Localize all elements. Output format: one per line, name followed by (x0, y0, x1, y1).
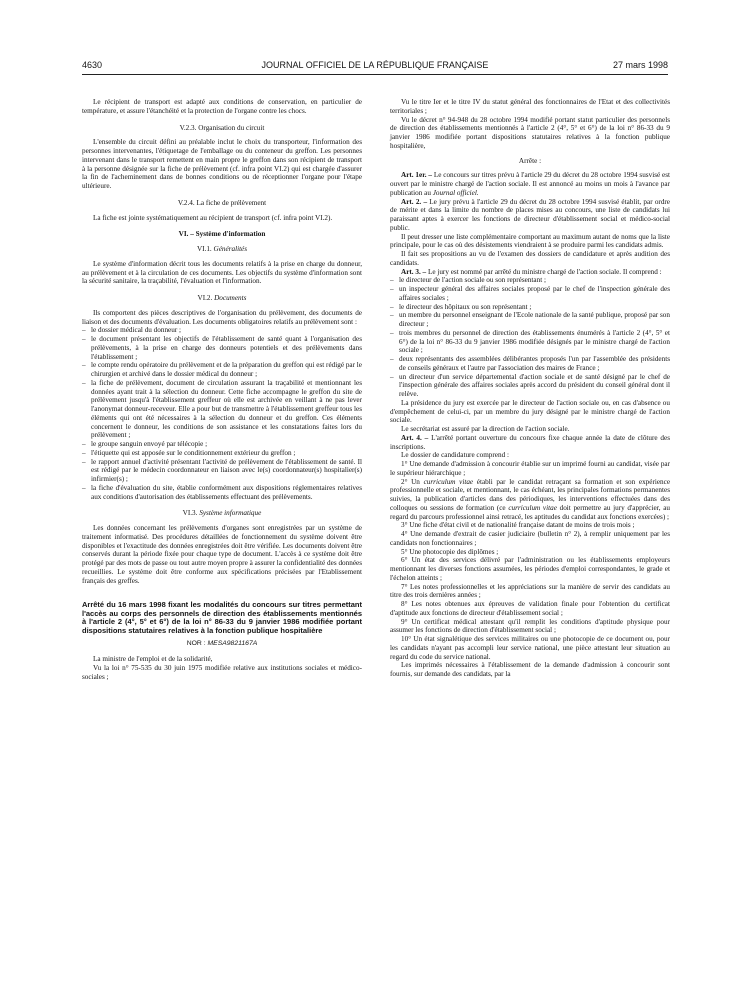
page-header (82, 60, 668, 73)
paragraph: Vu la loi n° 75-535 du 30 juin 1975 modifiée relative aux institutions sociales et médico-sociales ; (82, 664, 362, 681)
list-item: – le directeur de l'action sociale ou son représentant ; (390, 276, 670, 285)
paragraph: Vu le titre Ier et le titre IV du statut général des fonctionnaires de l'Etat et des collectivités territoriales ; (390, 98, 670, 115)
paragraph: 6° Un état des services délivré par l'administration ou les établissements employeurs mentionnant les diverses fonctions assumées, les périodes d'emploi correspondantes, le grade et l'échelon atteints ; (390, 556, 670, 582)
paragraph: Vu le décret n° 94-948 du 28 octobre 1994 modifié portant statut particulier des personnels de direction des établissements mentionnés à l'article 2 (4°, 5° et 6°) de la loi n° 86-33 du 9 janvier 1986 modifiée portant dispositions statutaires relatives à la fonction publique hospitalière, (390, 115, 670, 150)
decree-title: Arrêté du 16 mars 1998 fixant les modalités du concours sur titres permettant l'accès au corps des personnels de direction des établissements mentionnés à l'article 2 (4°, 5° et 6°) de la loi n° 86-33 du 9 janvier 1986 modifiée portant dispositions statutaires relatives à la fonction publique hospitalière (82, 600, 362, 636)
list-item: – le directeur des hôpitaux ou son représentant ; (390, 303, 670, 312)
paragraph: La présidence du jury est exercée par le directeur de l'action sociale ou, en cas d'absence ou d'empêchement de celui-ci, par un membre du jury désigné par le ministre chargé de l'action sociale. (390, 398, 670, 425)
list-item: – le document présentant les objectifs de l'établissement de santé quant à l'organisation des prélèvements, à la prise en charge des donneurs potentiels et des prélèvements dans l'établissement ; (82, 335, 362, 361)
list-item: – un directeur d'un service départemental d'action sociale et de santé désigné par le chef de l'inspection générale des affaires sociales après accord du président du conseil général dont il relève. (390, 373, 670, 399)
article-3: Art. 3. – Le jury est nommé par arrêté du ministre chargé de l'action sociale. Il comprend : (401, 267, 662, 276)
list-item: – l'étiquette qui est apposée sur le conditionnement extérieur du greffon ; (82, 449, 362, 458)
paragraph: 2° Un curriculum vitae établi par le candidat retraçant sa formation et son expérience professionnelle et sociale, et mentionnant, le cas échéant, les principales formations permanentes suivies, la publication d'articles dans des périodiques, les interventions effectuées dans des colloques ou sessions de formation (ce curriculum vitae doit permettre au jury d'apprécier, au regard du parcours professionnel ainsi retracé, les aptitudes du candidat aux fonctions exercées) ; (390, 477, 671, 521)
list-item: – la fiche de prélèvement, document de circulation assurant la traçabilité et mentionnant les données ayant trait à la sélection du donneur. Cette fiche accompagne le greffon du site de prélèvement jusqu'à l'établissement greffeur où elle est archivée en veillant à ne pas lever l'anonymat donneur-receveur. Elle a pour but de transmettre à l'établissement greffeur tous les éléments qui ont été nécessaires à la sélection du donneur et du greffon. Ces éléments concernent le donneur, les conditions de son assistance et les constatations faites lors du prélèvement ; (82, 379, 362, 440)
paragraph: Ils comportent des pièces descriptives de l'organisation du prélèvement, des documents de liaison et des documents d'évaluation. Les documents obligatoires relatifs au prélèvement sont : (82, 308, 362, 326)
paragraph: Le système d'information décrit tous les documents relatifs à la prise en charge du donneur, au prélèvement et à la circulation de ces documents. Les objectifs du système d'information sont la sécurité sanitaire, la traçabilité, l'évaluation et l'information. (82, 259, 362, 286)
paragraph: 9° Un certificat médical attestant qu'il remplit les conditions d'aptitude physique pour assumer les fonctions de direction d'établissement social ; (390, 617, 670, 635)
section-heading: V.2.4. La fiche de prélèvement (177, 198, 267, 207)
journal-title: JOURNAL OFFICIEL DE LA RÉPUBLIQUE FRANÇAISE (261, 60, 489, 70)
list-item: – deux représentants des assemblées délibérantes proposés l'un par l'assemblée des présidents de conseils généraux et l'autre par l'association des maires de France ; (390, 355, 670, 373)
list-item: – le groupe sanguin envoyé par télécopie ; (82, 440, 362, 449)
paragraph: Le récipient de transport est adapté aux conditions de conservation, en particulier de température, et assure l'étanchéité et la protection de l'organe contre les chocs. (82, 98, 362, 115)
paragraph: 7° Les notes professionnelles et les appréciations sur la manière de servir des candidats au titre des trois dernières années ; (390, 582, 670, 600)
paragraph: Les données concernant les prélèvements d'organes sont enregistrées par un système de traitement informatisé. Des procédures détaillées de fonctionnement du système doivent être disponibles et l'exactitude des données enregistrées doit être vérifiée. Les documents doivent être conservés durant la période fixée pour chaque type de document. L'accès à ce système doit être protégé par des mots de passe ou tout autre moyen propre à assurer la confidentialité des données recueillies. Le système doit être conforme aux spécifications précisées par l'Etablissement français des greffes. (82, 524, 362, 585)
section-heading: V.2.3. Organisation du circuit (179, 123, 265, 132)
list-item: – le rapport annuel d'activité présentant l'activité de prélèvement de l'établissement de santé. Il est rédigé par le médecin coordonnateur en liaison avec le(s) coordonnateur(s) hospitalier(s) infirmier(s) ; (82, 458, 362, 484)
header-rule (82, 74, 668, 75)
list-item: – le dossier médical du donneur ; (82, 326, 362, 335)
section-heading: VI.1. Généralités (196, 245, 248, 253)
list-item: – la fiche d'évaluation du site, établie conformément aux dispositions réglementaires relatives aux conditions d'autorisation des établissements effectuant des prélèvements. (82, 484, 362, 502)
issue-date: 27 mars 1998 (612, 60, 668, 70)
paragraph: La fiche est jointe systématiquement au récipient de transport (cf. infra point VI.2). (93, 213, 333, 222)
article-4: Art. 4. – L'arrêté portant ouverture du concours fixe chaque année la date de clôture des inscriptions. (390, 433, 671, 451)
list-item: – trois membres du personnel de direction des établissements énumérés à l'article 2 (4°, 5° et 6°) de la loi n° 86-33 du 9 janvier 1986 modifiée désignés par le ministre chargé de l'action sociale ; (390, 329, 670, 355)
paragraph: Il fait ses propositions au vu de l'examen des dossiers de candidature et après audition des candidats. (390, 250, 670, 267)
arrete-heading: Arrête : (518, 156, 542, 165)
documents-list (82, 326, 362, 501)
section-heading: VI.3. Système informatique (182, 509, 262, 518)
article-1: Art. 1er. – Le concours sur titres prévu à l'article 29 du décret du 28 octobre 1994 susvisé est ouvert par le ministre chargé de l'action sociale. Il est annoncé au moins un mois à l'avance par publication au Journal officiel. (390, 171, 671, 197)
paragraph: Il peut dresser une liste complémentaire comportant au maximum autant de noms que la liste principale, pour le cas où des désistements viendraient à se produire parmi les candidats admis. (390, 232, 670, 250)
section-heading: VI.2. Documents (197, 294, 247, 302)
paragraph: L'ensemble du circuit défini au préalable inclut le choix du transporteur, l'information des personnes intervenantes, l'étiquetage de l'emballage ou du conteneur du greffon. Les personnes intervenant dans le transport remettent en main propre le greffon dans son récipient de transport à la personne désignée sur la fiche de prélèvement (cf. infra point VI.2) qui est chargée d'assurer la fin de l'acheminement dans de bonnes conditions ou de réceptionner l'organe pour l'étape ultérieure. (82, 138, 362, 190)
left-column (82, 98, 362, 682)
paragraph: 3° Une fiche d'état civil et de nationalité française datant de moins de trois mois ; (401, 521, 635, 530)
list-item: – un inspecteur général des affaires sociales proposé par le chef de l'inspection générale des affaires sociales ; (390, 285, 670, 303)
paragraph: 1° Une demande d'admission à concourir établie sur un imprimé fourni au candidat, visée par le supérieur hiérarchique ; (390, 460, 670, 477)
section-heading: VI. – Système d'information (178, 230, 266, 239)
jury-list (390, 276, 670, 399)
nor-reference: NOR : MESA9821167A (186, 639, 258, 647)
paragraph: 4° Une demande d'extrait de casier judiciaire (bulletin n° 2), à remplir uniquement par les candidats non fonctionnaires ; (390, 530, 670, 547)
paragraph: 10° Un état signalétique des services militaires ou une photocopie de ce document ou, pour les candidats n'ayant pas accompli leur service national, une pièce attestant leur situation au regard du code du service national. (390, 635, 670, 661)
list-item: – le compte rendu opératoire du prélèvement et de la préparation du greffon qui est rédigé par le chirurgien et archivé dans le dossier médical du donneur ; (82, 361, 362, 379)
page-number: 4630 (82, 60, 103, 70)
right-column (390, 98, 670, 679)
paragraph: Les imprimés nécessaires à l'établissement de la demande d'admission à concourir sont fournis, sur demande des candidats, par la (390, 661, 670, 678)
list-item: – un membre du personnel enseignant de l'Ecole nationale de la santé publique, proposé par son directeur ; (390, 311, 670, 329)
paragraph: Le dossier de candidature comprend : (401, 451, 509, 460)
article-2: Art. 2. – Le jury prévu à l'article 29 du décret du 28 octobre 1994 susvisé établit, par ordre de mérite et dans la limite du nombre de places mises au concours, une liste de candidats lui paraissant aptes à exercer les fonctions de directeur d'établissement social et médico-social public. (390, 197, 671, 232)
paragraph: 5° Une photocopie des diplômes ; (401, 547, 499, 556)
paragraph: La ministre de l'emploi et de la solidarité, (93, 655, 213, 664)
paragraph: Le secrétariat est assuré par la direction de l'action sociale. (401, 425, 570, 433)
paragraph: 8° Les notes obtenues aux épreuves de validation finale pour l'obtention du certificat d'aptitude aux fonctions de directeur d'établissement social ; (390, 600, 670, 617)
